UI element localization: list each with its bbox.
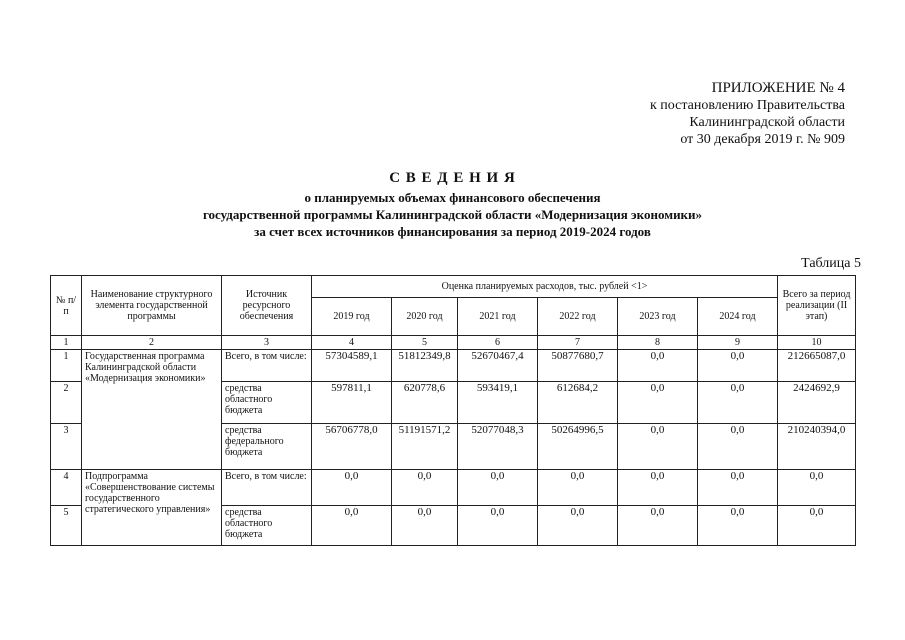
document-title: С В Е Д Е Н И Я [389, 170, 516, 186]
header-year: 2019 год [312, 298, 392, 336]
table-caption: Таблица 5 [801, 256, 861, 271]
year-value: 51191571,2 [392, 424, 458, 470]
total-value: 2424692,9 [778, 382, 856, 424]
column-number: 5 [392, 336, 458, 350]
year-value: 56706778,0 [312, 424, 392, 470]
funding-source: средства областного бюджета [222, 382, 312, 424]
year-value: 620778,6 [392, 382, 458, 424]
total-value: 210240394,0 [778, 424, 856, 470]
year-value: 0,0 [538, 470, 618, 506]
total-value: 0,0 [778, 470, 856, 506]
year-value: 0,0 [538, 506, 618, 546]
year-value: 0,0 [698, 470, 778, 506]
appendix-line-3: Калининградской области [689, 115, 845, 130]
year-value: 612684,2 [538, 382, 618, 424]
year-value: 0,0 [618, 506, 698, 546]
column-number: 10 [778, 336, 856, 350]
header-year: 2021 год [458, 298, 538, 336]
header-num: № п/п [51, 276, 82, 336]
year-value: 593419,1 [458, 382, 538, 424]
header-source: Источник ресурсного обеспечения [222, 276, 312, 336]
header-estimate: Оценка планируемых расходов, тыс. рублей <1> [312, 276, 778, 298]
year-value: 0,0 [618, 350, 698, 382]
year-value: 0,0 [312, 506, 392, 546]
appendix-line-4: от 30 декабря 2019 г. № 909 [680, 132, 845, 147]
year-value: 52077048,3 [458, 424, 538, 470]
year-value: 50877680,7 [538, 350, 618, 382]
year-value: 0,0 [698, 424, 778, 470]
year-value: 50264996,5 [538, 424, 618, 470]
funding-source: Всего, в том числе: [222, 350, 312, 382]
year-value: 597811,1 [312, 382, 392, 424]
element-name: Подпрограмма «Совершенствование системы государственного стратегического управления» [82, 470, 222, 546]
table-row [51, 350, 856, 382]
year-value: 0,0 [618, 424, 698, 470]
column-number: 6 [458, 336, 538, 350]
year-value: 0,0 [312, 470, 392, 506]
column-number: 3 [222, 336, 312, 350]
column-number: 1 [51, 336, 82, 350]
row-number: 4 [51, 470, 82, 506]
year-value: 0,0 [698, 382, 778, 424]
funding-source: средства федерального бюджета [222, 424, 312, 470]
table-row [51, 470, 856, 506]
document-subtitle-2: государственной программы Калининградской области «Модернизация экономики» [202, 207, 703, 222]
column-number: 4 [312, 336, 392, 350]
header-year: 2020 год [392, 298, 458, 336]
funding-source: средства областного бюджета [222, 506, 312, 546]
year-value: 0,0 [618, 382, 698, 424]
funding-table [50, 275, 856, 546]
total-value: 0,0 [778, 506, 856, 546]
column-number: 9 [698, 336, 778, 350]
column-number: 2 [82, 336, 222, 350]
row-number: 5 [51, 506, 82, 546]
document-subtitle-1: о планируемых объемах финансового обеспечения [304, 190, 601, 205]
year-value: 0,0 [618, 470, 698, 506]
row-number: 3 [51, 424, 82, 470]
funding-source: Всего, в том числе: [222, 470, 312, 506]
header-year: 2024 год [698, 298, 778, 336]
year-value: 0,0 [458, 506, 538, 546]
column-number: 8 [618, 336, 698, 350]
year-value: 51812349,8 [392, 350, 458, 382]
row-number: 1 [51, 350, 82, 382]
year-value: 0,0 [458, 470, 538, 506]
year-value: 0,0 [698, 506, 778, 546]
appendix-title: ПРИЛОЖЕНИЕ № 4 [711, 80, 845, 96]
header-year: 2023 год [618, 298, 698, 336]
year-value: 0,0 [392, 470, 458, 506]
header-year: 2022 год [538, 298, 618, 336]
row-number: 2 [51, 382, 82, 424]
year-value: 52670467,4 [458, 350, 538, 382]
year-value: 57304589,1 [312, 350, 392, 382]
appendix-block [650, 80, 845, 148]
year-value: 0,0 [392, 506, 458, 546]
appendix-line-2: к постановлению Правительства [649, 98, 845, 113]
header-total: Всего за период реализации (II этап) [778, 276, 856, 336]
total-value: 212665087,0 [778, 350, 856, 382]
element-name: Государственная программа Калининградской области «Модернизация экономики» [82, 350, 222, 470]
header-name: Наименование структурного элемента государственной программы [82, 276, 222, 336]
document-subtitle-3: за счет всех источников финансирования за период 2019-2024 годов [254, 224, 651, 239]
column-number: 7 [538, 336, 618, 350]
year-value: 0,0 [698, 350, 778, 382]
